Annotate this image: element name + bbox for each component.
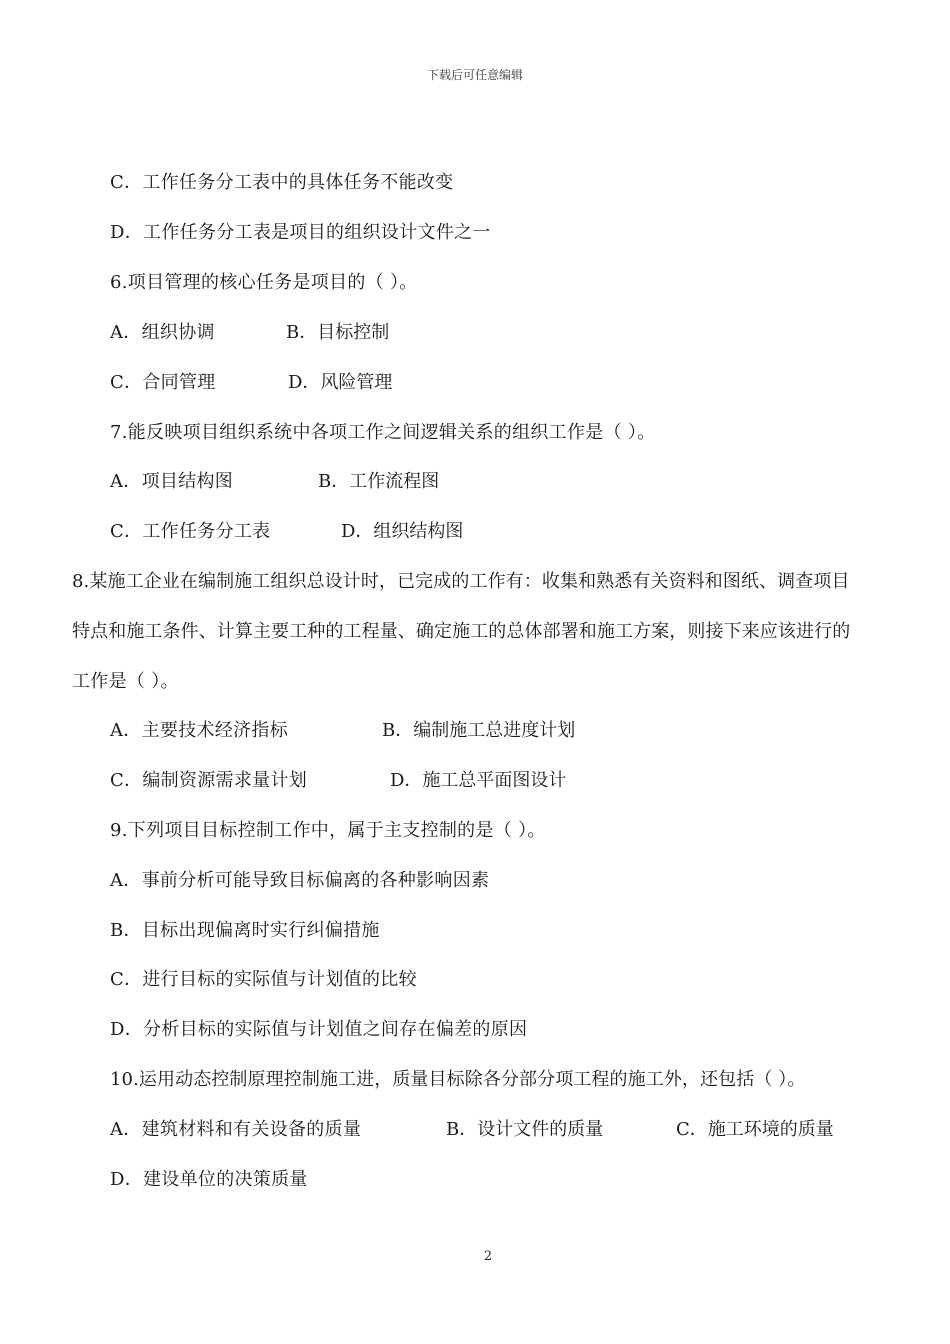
q8-option-b: B．编制施工总进度计划 bbox=[382, 720, 576, 741]
q8-option-a: A．主要技术经济指标 bbox=[110, 720, 288, 741]
q7-option-a: A．项目结构图 bbox=[110, 471, 234, 492]
page-number: 2 bbox=[483, 1249, 493, 1264]
question-10: 10.运用动态控制原理控制施工进，质量目标除各分部分项工程的施工外，还包括（ ）。 bbox=[110, 1069, 806, 1090]
q9-option-b: B．目标出现偏离时实行纠偏措施 bbox=[110, 920, 380, 941]
q6-option-c: C．合同管理 bbox=[110, 372, 216, 393]
question-7: 7.能反映项目组织系统中各项工作之间逻辑关系的组织工作是（ ）。 bbox=[110, 422, 656, 443]
question-8-line-1: 8.某施工企业在编制施工组织总设计时，已完成的工作有：收集和熟悉有关资料和图纸、调查项目 bbox=[72, 571, 850, 592]
q10-option-a: A．建筑材料和有关设备的质量 bbox=[110, 1119, 362, 1140]
q10-option-d: D．建设单位的决策质量 bbox=[110, 1169, 308, 1190]
q9-option-d: D．分析目标的实际值与计划值之间存在偏差的原因 bbox=[110, 1019, 528, 1040]
q7-option-d: D．组织结构图 bbox=[341, 521, 464, 542]
q9-option-c: C．进行目标的实际值与计划值的比较 bbox=[110, 969, 417, 990]
question-6: 6.项目管理的核心任务是项目的（ ）。 bbox=[110, 272, 418, 293]
q6-option-b: B．目标控制 bbox=[286, 322, 390, 343]
page-header: 下载后可任意编辑 bbox=[426, 68, 523, 82]
q6-option-a: A．组织协调 bbox=[110, 322, 215, 343]
q7-option-c: C．工作任务分工表 bbox=[110, 521, 271, 542]
question-9: 9.下列项目目标控制工作中，属于主支控制的是（ ）。 bbox=[110, 820, 546, 841]
q6-option-d: D．风险管理 bbox=[288, 372, 393, 393]
q8-option-c: C．编制资源需求量计划 bbox=[110, 770, 308, 791]
q10-option-b: B．设计文件的质量 bbox=[446, 1119, 604, 1140]
q10-option-c: C．施工环境的质量 bbox=[676, 1119, 834, 1140]
q9-option-a: A．事前分析可能导致目标偏离的各种影响因素 bbox=[110, 870, 490, 891]
option-c-line: C．工作任务分工表中的具体任务不能改变 bbox=[110, 172, 454, 193]
q8-option-d: D．施工总平面图设计 bbox=[390, 770, 567, 791]
question-8-line-2: 特点和施工条件、计算主要工种的工程量、确定施工的总体部署和施工方案，则接下来应该进行的 bbox=[72, 621, 851, 642]
question-8-line-3: 工作是（ ）。 bbox=[72, 671, 179, 692]
q7-option-b: B．工作流程图 bbox=[318, 471, 440, 492]
option-d-line: D．工作任务分工表是项目的组织设计文件之一 bbox=[110, 222, 491, 243]
